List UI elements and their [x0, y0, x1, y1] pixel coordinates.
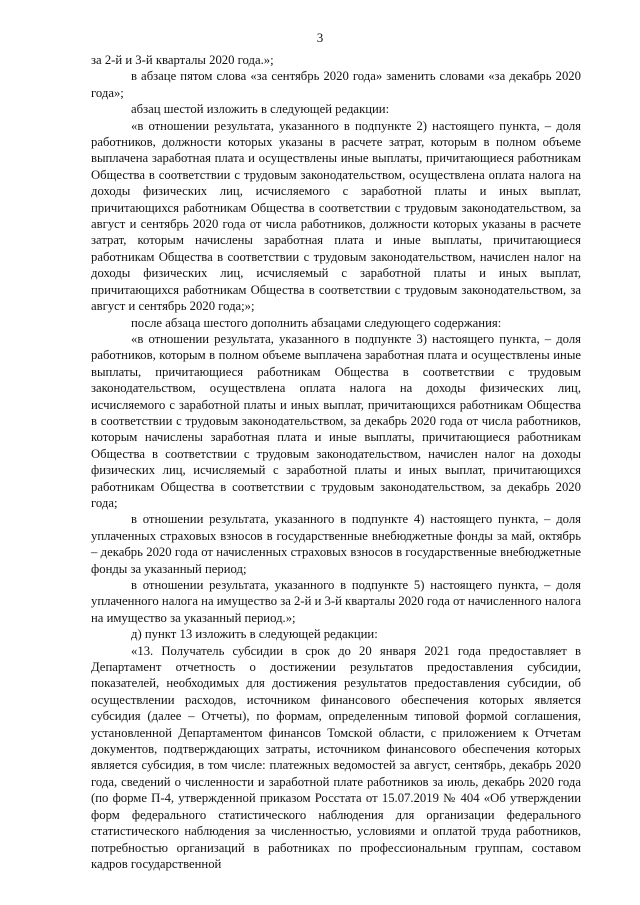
paragraph: в отношении результата, указанного в подпункте 4) настоящего пункта, – доля уплаченных страховых взносов в государственные внебюджетные фонды за май, октябрь – декабрь 2020 года от начисленных страховых взносов в государственные внебюджетные фонды за указанный период;: [91, 512, 581, 576]
document-body: [91, 52, 581, 872]
page-number: 3: [316, 30, 324, 45]
paragraph: в отношении результата, указанного в подпункте 5) настоящего пункта, – доля уплаченного налога на имущество за 2-й и 3-й кварталы 2020 года от начисленного налога на имущество за указанный период.»;: [91, 578, 581, 625]
paragraph: «13. Получатель субсидии в срок до 20 января 2021 года предоставляет в Департамент отчетность о достижении результатов предоставления субсидии, показателей, необходимых для достижения результатов предоставления субсидии, об осуществлении расходов, источником финансового обеспечения которых является субсидия (далее – Отчеты), по формам, определенным типовой формой соглашения, установленной Департаментом финансов Томской области, с приложением к Отчетам документов, подтверждающих затраты, источником финансового обеспечения которых является субсидия, в том числе: платежных ведомостей за август, сентябрь, декабрь 2020 года, сведений о численности и заработной плате работников за июль, декабрь 2020 года (по форме П-4, утвержденной приказом Росстата от 15.07.2019 № 404 «Об утверждении форм федерального статистического наблюдения для организации федерального статистического наблюдения за численностью, условиями и оплатой труда работников, потребностью организаций в работниках по профессиональным группам, составом кадров государственной: [91, 643, 581, 871]
paragraph: «в отношении результата, указанного в подпункте 2) настоящего пункта, – доля работников, должности которых указаны в расчете затрат, которым в полном объеме выплачена заработная плата и осуществлены иные выплаты, причитающиеся работникам Общества в соответствии с трудовым законодательством, осуществлена оплата налога на доходы физических лиц, исчисляемого с заработной платы и иных выплат, причитающихся работникам Общества в соответствии с трудовым законодательством, за август и сентябрь 2020 года от числа работников, должности которых указаны в расчете затрат, которым начислены заработная плата и иные выплаты, причитающиеся работникам Общества в соответствии с трудовым законодательством, начислен налог на доходы физических лиц, исчисляемый с заработной платы и иных выплат, причитающихся работникам Общества в соответствии с трудовым законодательством, за август и сентябрь 2020 года;»;: [91, 118, 581, 314]
paragraph: за 2-й и 3-й кварталы 2020 года.»;: [91, 53, 274, 67]
paragraph: после абзаца шестого дополнить абзацами следующего содержания:: [131, 315, 502, 330]
paragraph: д) пункт 13 изложить в следующей редакции:: [131, 627, 378, 642]
paragraph: «в отношении результата, указанного в подпункте 3) настоящего пункта, – доля работников, которым в полном объеме выплачена заработная плата и осуществлены иные выплаты, причитающиеся работникам Общества в соответствии с трудовым законодательством, осуществлена оплата налога на доходы физических лиц, исчисляемого с заработной платы и иных выплат, причитающихся работникам Общества в соответствии с трудовым законодательством, за декабрь 2020 года от числа работников, которым начислены заработная плата и иные выплаты, причитающиеся работникам Общества в соответствии с трудовым законодательством, начислен налог на доходы физических лиц, исчисляемый с заработной платы и иных выплат, причитающихся работникам Общества в соответствии с трудовым законодательством, за декабрь 2020 года;: [91, 331, 581, 510]
paragraph: в абзаце пятом слова «за сентябрь 2020 года» заменить словами «за декабрь 2020 года»;: [91, 69, 581, 100]
paragraph: абзац шестой изложить в следующей редакции:: [131, 102, 390, 117]
